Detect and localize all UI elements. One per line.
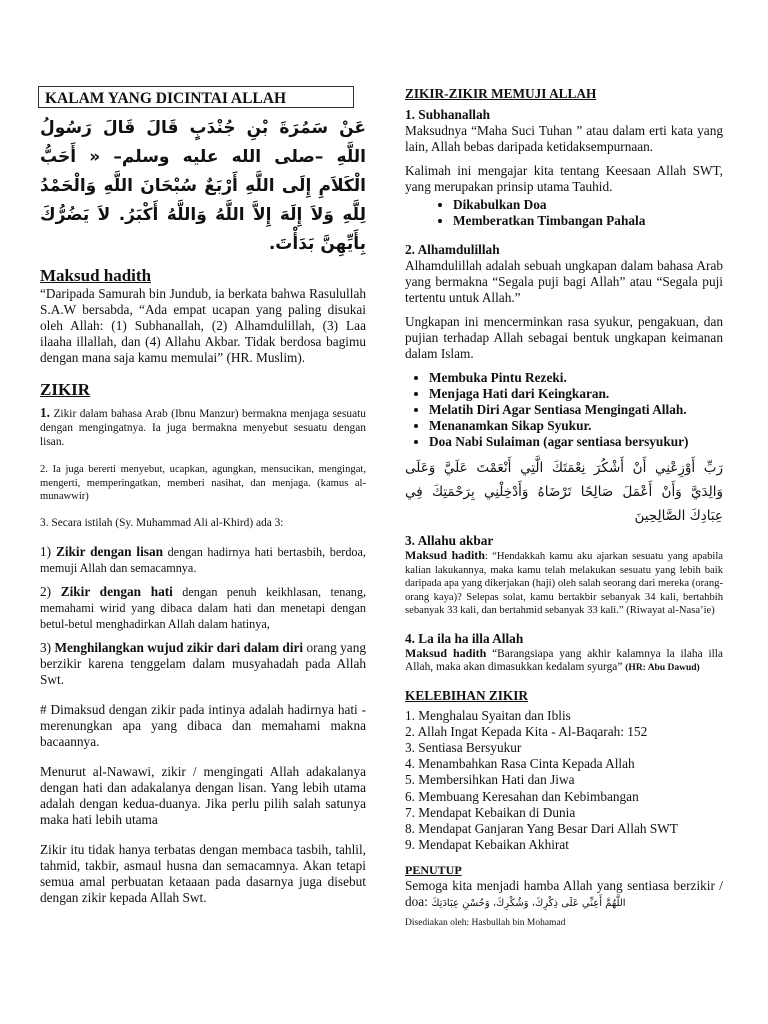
subhanallah-benefits [405,197,723,229]
zikir-type-1-num: 1) [40,543,56,559]
allahu-akbar-hadith-label: Maksud hadith [405,548,485,562]
penutup-body: Semoga kita menjadi hamba Allah yang sentiasa berzikir / doa: [405,878,723,910]
list-item: • Memberatkan Timbangan Pahala [453,213,723,229]
allahu-akbar-hadith [405,549,723,618]
zikir-type-3-desc: orang yang berzikir karena tenggelam dalam musyahadah pada Allah Swt. [40,639,367,687]
list-item: • Melatih Diri Agar Sentiasa Mengingati Allah. [429,402,723,418]
la-ilaha-hadith [405,647,723,676]
list-item: 5. Membersihkan Hati dan Jiwa [405,772,575,788]
alhamdulillah-expression: Ungkapan ini mencerminkan rasa syukur, pengakuan, dan pujian terhadap Allah sebagai bentuk ungkapan keimanan dalam Islam. [405,314,723,361]
penutup-text [405,878,723,912]
penutup-heading: PENUTUP [405,863,462,878]
zikir-type-1-title: Zikir dengan lisan [55,543,163,559]
right-column [405,86,723,928]
zikir-type-1 [40,544,366,576]
subhanallah-title: 1. Subhanallah [405,107,491,122]
kelebihan-zikir-heading: KELEBIHAN ZIKIR [405,687,529,703]
zikir-point-1-text: Zikir dalam bahasa Arab (Ibnu Manzur) bermakna menjaga sesuatu dengan mengingatnya. Ia juga bermakna menyebut sesuatu dengan lisan. [40,408,366,448]
zikir-type-3-num: 3) [40,639,55,655]
zikir-type-3-title: Menghilangkan wujud zikir dari dalam diri [54,639,304,655]
zikir-closing-paragraph: Zikir itu tidak hanya terbatas dengan membaca tasbih, tahlil, tahmid, takbir, asmaul husna dan semacamnya. Akan tetapi semua amal perbuatan ketaaan pada dasarnya juga disebut dengan zikir kepada Allah Swt. [40,841,366,905]
maksud-hadith-heading: Maksud hadith [40,266,152,285]
page-title: KALAM YANG DICINTAI ALLAH [38,86,354,108]
list-item: 6. Membuang Keresahan dan Kebimbangan [405,788,639,804]
list-item: • Dikabulkan Doa [453,197,723,213]
list-item: 7. Mendapat Kebaikan di Dunia [405,804,576,820]
zikir-type-2 [40,584,366,632]
zikir-type-3 [40,640,366,688]
list-item: 1. Menghalau Syaitan dan Iblis [405,707,571,723]
hadith-arabic: عَنْ سَمُرَةَ بْنِ جُنْدَبٍ قَالَ قَالَ رَسُولُ اللَّهِ –صلى الله عليه وسلم– « أَحَبُّ الْكَلاَمِ إِلَى اللَّهِ أَرْبَعٌ سُبْحَانَ اللَّهِ وَالْحَمْدُ لِلَّهِ وَلاَ إِلَهَ إِلاَّ اللَّهُ وَاللَّهُ أَكْبَرُ. لاَ يَضُرُّكَ بِأَيِّهِنَّ بَدَأْتَ. [40,118,366,254]
zikir-type-2-num: 2) [40,583,61,599]
alhamdulillah-meaning: Alhamdulillah adalah sebuah ungkapan dalam bahasa Arab yang bermakna “Segala puji bagi Allah” atau “Segala puji tertentu untuk Allah.” [405,258,723,305]
subhanallah-tauhid: Kalimah ini mengajar kita tentang Keesaan Allah SWT, yang merupakan prinsip utama Tauhid. [405,163,723,194]
zikir-heading: ZIKIR [40,380,91,399]
maksud-hadith-text: “Daripada Samurah bin Jundub, ia berkata bahwa Rasulullah S.A.W bersabda, “Ada empat ucapan yang paling disukai oleh Allah: (1) Subhanallah, (2) Alhamdulillah, (3) Laa ilaaha illallah, dan (4) Allahu Akbar. Tidak berdosa bagimu dengan mana saja kamu memulai” (HR. Muslim). [40,286,366,365]
list-item: 8. Mendapat Ganjaran Yang Besar Dari Allah SWT [405,820,678,836]
zikir-point-2: 2. Ia juga bererti menyebut, ucapkan, agungkan, mensucikan, mengingat, mengerti, memperingatkan, memberi nasihat, dan menjaga. (kamus al-munawwir) [40,464,366,502]
list-item: 2. Allah Ingat Kepada Kita - Al-Baqarah: 152 [405,723,648,739]
kelebihan-zikir-list [405,708,723,854]
prepared-by-credit: Disediakan oleh: Hasbullah bin Mohamad [405,918,566,929]
penutup-doa-arabic: اللَّهُمَّ أَعِنِّي عَلَى ذِكْرِكَ، وَشُكْرِكَ، وَحُسْنِ عِبَادَتِكَ [431,898,626,910]
list-item: • Doa Nabi Sulaiman (agar sentiasa bersyukur) [429,434,723,450]
list-item: • Menanamkan Sikap Syukur. [429,418,723,434]
list-item: 3. Sentiasa Bersyukur [405,739,522,755]
nawawi-paragraph: Menurut al-Nawawi, zikir / mengingati Allah adakalanya dengan hati dan adakalanya dengan lisan. Yang lebih utama adalah dengan kedua-duanya. Jika perlu pilih salah satunya maka hati lebih utama [40,763,366,827]
alhamdulillah-title: 2. Alhamdulillah [405,242,500,257]
doa-nabi-sulaiman-arabic: رَبِّ أَوْزِعْنِي أَنْ أَشْكُرَ نِعْمَتَكَ الَّتِي أَنْعَمْتَ عَلَيَّ وَعَلَى وَالِدَيَّ وَأَنْ أَعْمَلَ صَالِحًا تَرْضَاهُ وَأَدْخِلْنِي بِرَحْمَتِكَ فِي عِبَادِكَ الصَّالِحِينَ [405,460,723,524]
list-item: • Menjaga Hati dari Keingkaran. [429,386,723,402]
zikir-point-1 [40,406,366,449]
la-ilaha-hadith-source: (HR: Abu Dawud) [625,663,700,673]
zikir-type-2-desc: dengan penuh keikhlasan, tenang, memahami wirid yang dibaca dalam hati dan menetapi dengan betul-betul menghadirkan Allah dalam hatinya, [40,584,366,631]
list-item: • Membuka Pintu Rezeki. [429,370,723,386]
la-ilaha-illallah-title: 4. La ila ha illa Allah [405,630,524,646]
zikir-type-2-title: Zikir dengan hati [60,583,173,599]
zikir-type-1-desc: dengan hadirnya hati bertasbih, berdoa, memuji Allah dan semacamnya. [40,544,366,575]
left-column [40,86,366,914]
la-ilaha-hadith-text: “Barangsiapa yang akhir kalamnya la ilaha illa Allah, maka akan dimasukkan kedalam syurga” [405,647,723,673]
alhamdulillah-benefits [405,370,723,450]
zikir-point-1-num: 1. [40,405,50,420]
zikir-point-3: 3. Secara istilah (Sy. Muhammad Ali al-Khird) ada 3: [40,516,284,529]
subhanallah-meaning: Maksudnya “Maha Suci Tuhan ” atau dalam erti kata yang lain, Allah bebas daripada ketidaksempurnaan. [405,123,723,154]
la-ilaha-hadith-label: Maksud hadith [405,645,487,660]
allahu-akbar-hadith-text: : “Hendakkah kamu aku ajarkan sesuatu yang apabila kalian lakukannya, maka kamu telah melakukan sesuatu yang lebih baik daripada apa yang dikerjakan (haji) oleh salah seorang dari mereka (orang-orang kaya)? Selepas solat, kamu bertakbir sebanyak 34 kali, bertahbih sebanyak 33 kali, dan bertahmid sebanyak 33 kali.” (Riwayat al-Nasa’ie) [405,551,724,616]
zikir-hash-note: # Dimaksud dengan zikir pada intinya adalah hadirnya hati - merenungkan apa yang dibaca dan memahami makna bacaannya. [40,701,366,749]
list-item: 9. Mendapat Kebaikan Akhirat [405,837,569,853]
zikir-memuji-heading: ZIKIR-ZIKIR MEMUJI ALLAH [405,86,597,101]
allahu-akbar-title: 3. Allahu akbar [405,533,494,548]
list-item: 4. Menambahkan Rasa Cinta Kepada Allah [405,756,635,772]
